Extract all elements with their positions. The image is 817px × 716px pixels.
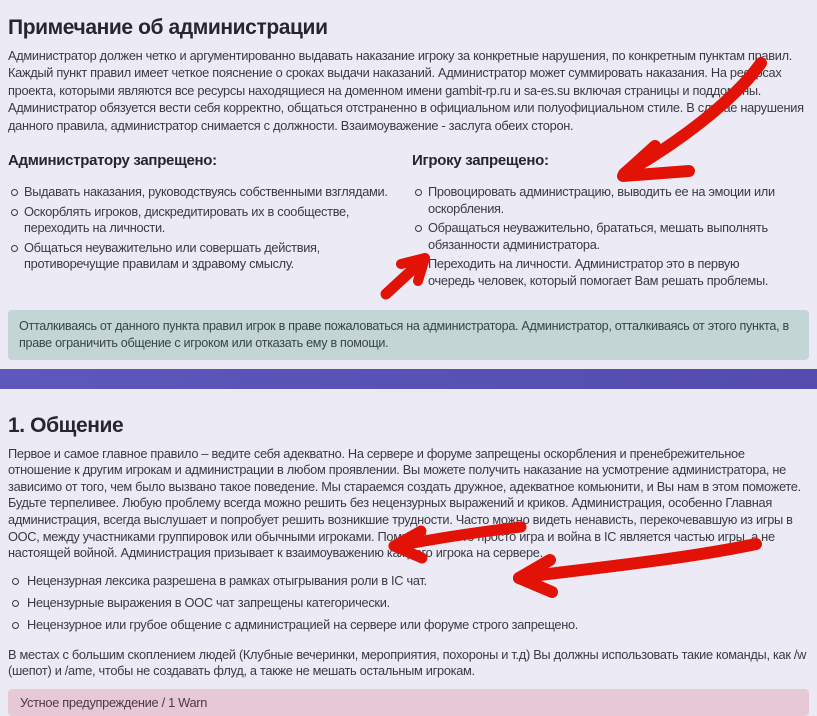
- player-forbidden-heading: Игроку запрещено:: [412, 152, 549, 170]
- communication-section: [0, 389, 817, 716]
- crowded-places-paragraph: В местах с большим скоплением людей (Клубные вечеринки, мероприятия, похороны и т.д) Вы должны использовать такие команды, как /w (шепот) и /ame, чтобы не создавать флуд, а также не мешать остальным игрокам.: [8, 646, 807, 679]
- section-divider-bar: [0, 369, 817, 389]
- communication-paragraph: Первое и самое главное правило – ведите себя адекватно. На сервере и форуме запрещены оскорбления и пренебрежительное отношение к другим игрокам и администрации в любом проявлении. Вы можете получить наказание на усмотрение администратора, не зависимо от того, чем было вызвано такое поведение. Мы стараемся создать дружное, адекватное комьюнити, и Вы нам в этом поможете. Будьте терпеливее. Любую проблему всегда можно решить без нецензурных выражений и криков. Администрация, особенно Главная администрация, всегда выслушает и попробует решить возникшие трудности. Часто можно видеть ненависть, перекочевавшую из игры в ООС, между участниками группировок или обычными игроками. Помните, что это просто игра и война в IC является частью игры, а не настоящей войной. Администрация призывает к взаимоуважению каждого игрока на сервере.: [8, 445, 801, 561]
- admin-forbidden-list: [8, 184, 398, 273]
- communication-section-title: 1. Общение: [8, 413, 124, 437]
- player-forbidden-list: [412, 184, 784, 290]
- list-item: Нецензурные выражения в ООС чат запрещены категорически.: [8, 595, 809, 612]
- list-item: Провоцировать администрацию, выводить ее на эмоции или оскорбления.: [412, 184, 784, 217]
- list-item: Нецензурная лексика разрешена в рамках отыгрывания роли в IC чат.: [8, 573, 809, 590]
- complaint-note-box: Отталкиваясь от данного пункта правил игрок в праве пожаловаться на администратора. Администратор, отталкиваясь от этого пункта, в праве ограничить общение с игроком или отказать ему в помощи.: [8, 310, 809, 360]
- admin-forbidden-heading: Администратору запрещено:: [8, 152, 217, 170]
- list-item: Обращаться неуважительно, брататься, мешать выполнять обязанности администратора.: [412, 220, 784, 253]
- list-item: Переходить на личности. Администратор это в первую очередь человек, который помогает Вам решать проблемы.: [412, 256, 784, 289]
- admin-forbidden-column: [8, 152, 412, 293]
- forbidden-columns: [8, 152, 809, 293]
- list-item: Выдавать наказания, руководствуясь собственными взглядами.: [8, 184, 398, 201]
- communication-rules-list: [8, 573, 809, 634]
- list-item: Оскорблять игроков, дискредитировать их в сообществе, переходить на личности.: [8, 204, 398, 237]
- page-title: Примечание об администрации: [8, 16, 328, 39]
- player-forbidden-column: [412, 152, 784, 293]
- punishment-badge: Устное предупреждение / 1 Warn: [8, 689, 809, 716]
- list-item: Общаться неуважительно или совершать действия, противоречущие правилам и здравому смыслу.: [8, 240, 398, 273]
- list-item: Нецензурное или грубое общение с администрацией на сервере или форуме строго запрещено.: [8, 617, 809, 634]
- intro-paragraph: Администратор должен четко и аргументированно выдавать наказание игроку за конкретные нарушения, по конкретным пунктам правил. Каждый пункт правил имеет четкое пояснение о сроках выдачи наказаний. Администратор может суммировать наказания. На ресурсах проекта, которыми являются все ресурсы находящиеся на доменном имени gambit-rp.ru и sa-es.su включая страницы и поддомены. Администратор обязуется вести себя корректно, общаться отстраненно в официальном или полуофициальном стиле. В случае нарушения данного правила, администратор снимается с должности. Взаимоуважение - заслуга обеих сторон.: [8, 48, 804, 133]
